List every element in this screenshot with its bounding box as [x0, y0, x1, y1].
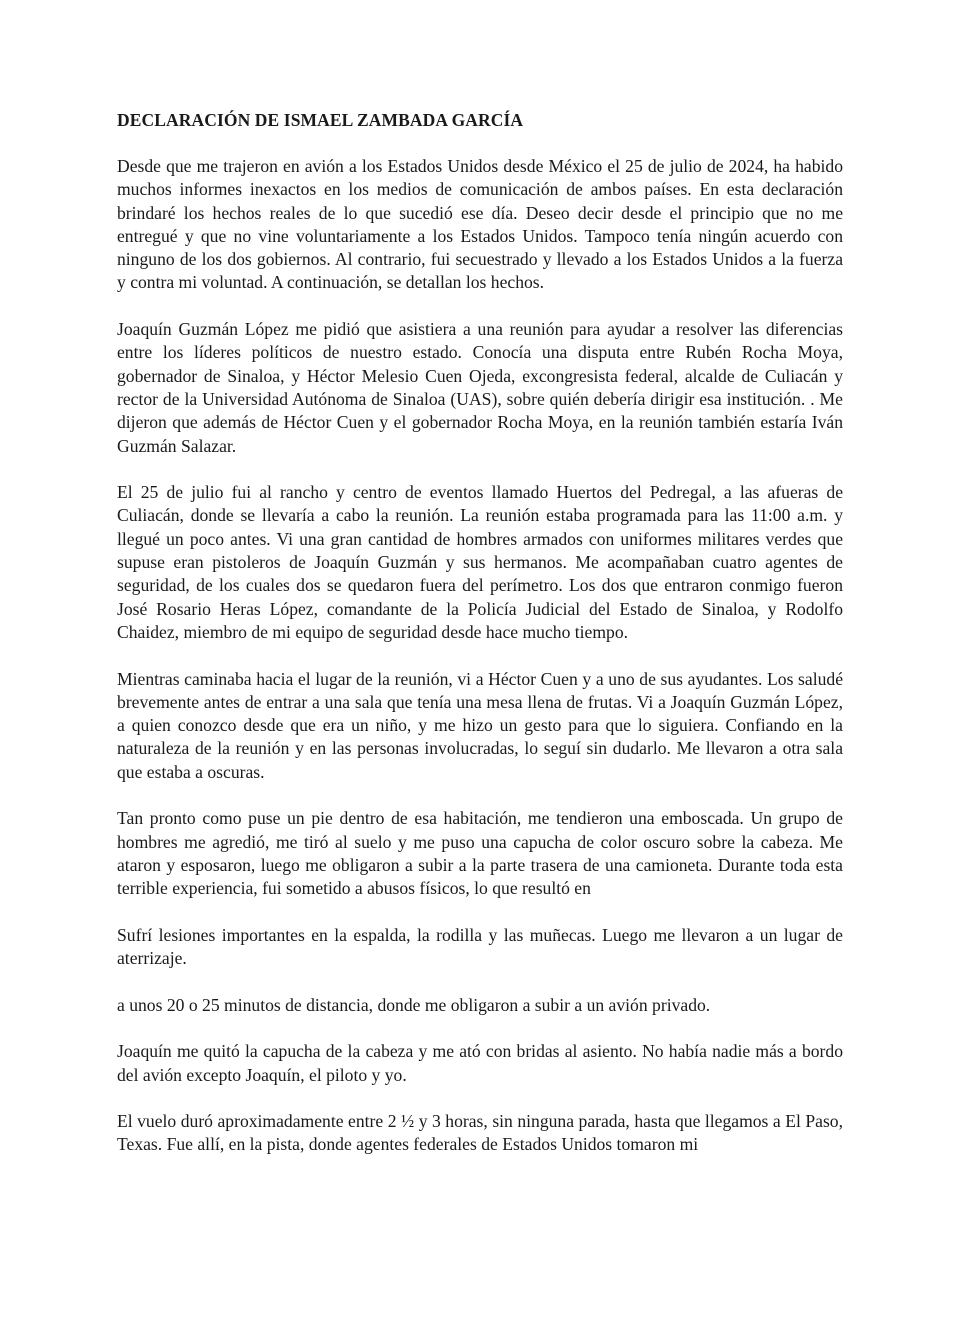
paragraph-walk-to-meeting: Mientras caminaba hacia el lugar de la reunión, vi a Héctor Cuen y a uno de sus ayudantes. Los saludé brevemente antes de entrar a una sala que tenía una mesa llena de frutas. Vi a Joaquín Guzmán López, a quien conozco desde que era un niño, y me hizo un gesto para que lo siguiera. Confiando en la naturaleza de la reunión y en las personas involucradas, lo seguí sin dudarlo. Me llevaron a otra sala que estaba a oscuras. — [117, 668, 843, 782]
paragraph-injuries: Sufrí lesiones importantes en la espalda, la rodilla y las muñecas. Luego me llevaron a un lugar de aterrizaje. — [117, 924, 843, 969]
paragraph-ranch-arrival: El 25 de julio fui al rancho y centro de eventos llamado Huertos del Pedregal, a las afueras de Culiacán, donde se llevaría a cabo la reunión. La reunión estaba programada para las 11:00 a.m. y llegué un poco antes. Vi una gran cantidad de hombres armados con uniformes militares verdes que supuse eran pistoleros de Joaquín Guzmán y sus hermanos. Me acompañaban cuatro agentes de seguridad, de los cuales dos se quedaron fuera del perímetro. Los dos que entraron conmigo fueron José Rosario Heras López, comandante de la Policía Judicial del Estado de Sinaloa, y Rodolfo Chaidez, miembro de mi equipo de seguridad desde hace mucho tiempo. — [117, 482, 843, 642]
paragraph-ambush: Tan pronto como puse un pie dentro de esa habitación, me tendieron una emboscada. Un grupo de hombres me agredió, me tiró al suelo y me puso una capucha de color oscuro sobre la cabeza. Me ataron y esposaron, luego me obligaron a subir a la parte trasera de una camioneta. Durante toda esta terrible experiencia, fui sometido a abusos físicos, lo que resultó en — [117, 808, 843, 899]
paragraph-landing-site: a unos 20 o 25 minutos de distancia, donde me obligaron a subir a un avión privado. — [117, 994, 711, 1015]
document-body — [117, 108, 843, 1180]
paragraph-flight: El vuelo duró aproximadamente entre 2 ½ y 3 horas, sin ninguna parada, hasta que llegamos a El Paso, Texas. Fue allí, en la pista, donde agentes federales de Estados Unidos tomaron mi — [117, 1111, 843, 1155]
paragraph-plane: Joaquín me quitó la capucha de la cabeza y me ató con bridas al asiento. No había nadie más a bordo del avión excepto Joaquín, el piloto y yo. — [117, 1041, 843, 1085]
document-title: DECLARACIÓN DE ISMAEL ZAMBADA GARCÍA — [117, 110, 524, 130]
paragraph-intro: Desde que me trajeron en avión a los Estados Unidos desde México el 25 de julio de 2024, ha habido muchos informes inexactos en los medios de comunicación de ambos países. En esta declaración brindaré los hechos reales de lo que sucedió ese día. Deseo decir desde el principio que no me entregué y que no vine voluntariamente a los Estados Unidos. Tampoco tenía ningún acuerdo con ninguno de los dos gobiernos. Al contrario, fui secuestrado y llevado a los Estados Unidos a la fuerza y contra mi voluntad. A continuación, se detallan los hechos. — [117, 156, 843, 293]
paragraph-meeting-request: Joaquín Guzmán López me pidió que asistiera a una reunión para ayudar a resolver las diferencias entre los líderes políticos de nuestro estado. Conocía una disputa entre Rubén Rocha Moya, gobernador de Sinaloa, y Héctor Melesio Cuen Ojeda, excongresista federal, alcalde de Culiacán y rector de la Universidad Autónoma de Sinaloa (UAS), sobre quién debería dirigir esa institución. . Me dijeron que además de Héctor Cuen y el gobernador Rocha Moya, en la reunión también estaría Iván Guzmán Salazar. — [117, 319, 843, 456]
